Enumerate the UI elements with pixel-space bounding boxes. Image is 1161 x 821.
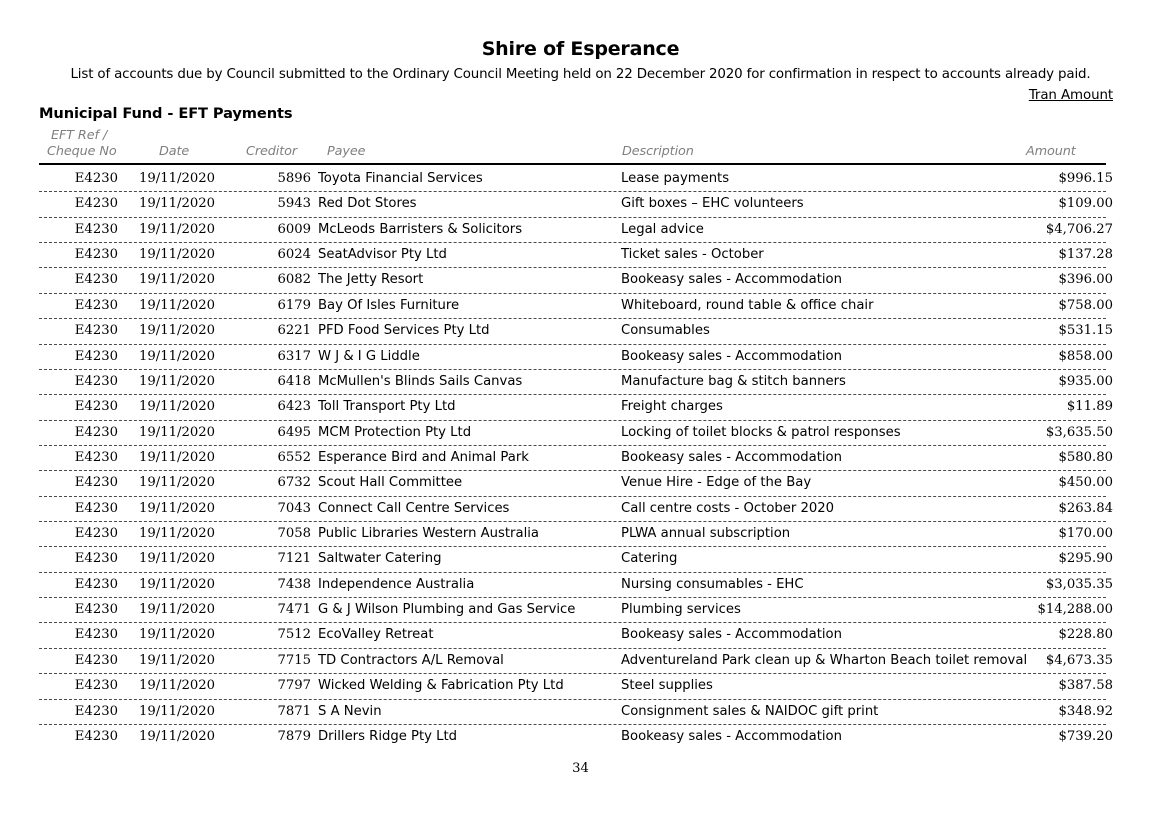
cell-date: 19/11/2020 — [139, 526, 216, 542]
cell-creditor: 7121 — [277, 551, 311, 567]
cell-description: Lease payments — [621, 171, 730, 186]
cell-payee: Red Dot Stores — [318, 196, 417, 212]
cell-payee: Drillers Ridge Pty Ltd — [318, 728, 458, 744]
column-header-description: Description — [622, 144, 694, 159]
cell-amount: $228.80 — [1058, 627, 1113, 643]
cell-payee: Connect Call Centre Services — [318, 500, 510, 516]
cell-eft-ref: E4230 — [74, 627, 118, 643]
cell-payee: Public Libraries Western Australia — [318, 526, 539, 542]
cell-description: Bookeasy sales - Accommodation — [621, 449, 842, 465]
cell-creditor: 7512 — [277, 627, 311, 643]
table-row — [0, 573, 1161, 598]
cell-eft-ref: E4230 — [74, 171, 118, 186]
cell-payee: MCM Protection Pty Ltd — [318, 424, 472, 440]
cell-date: 19/11/2020 — [139, 576, 216, 592]
cell-creditor: 6009 — [277, 221, 311, 237]
cell-date: 19/11/2020 — [139, 500, 216, 516]
table-row — [0, 192, 1161, 217]
cell-description: Manufacture bag & stitch banners — [621, 373, 846, 389]
cell-date: 19/11/2020 — [139, 551, 216, 567]
table-row — [0, 598, 1161, 623]
cell-date: 19/11/2020 — [139, 602, 216, 618]
cell-date: 19/11/2020 — [139, 221, 216, 237]
table-row — [0, 547, 1161, 572]
cell-date: 19/11/2020 — [139, 424, 216, 440]
cell-amount: $4,706.27 — [1045, 221, 1113, 237]
cell-date: 19/11/2020 — [139, 627, 216, 643]
cell-amount: $4,673.35 — [1045, 652, 1113, 668]
section-title: Municipal Fund - EFT Payments — [39, 105, 293, 122]
cell-description: Consignment sales & NAIDOC gift print — [621, 703, 879, 719]
table-row — [0, 218, 1161, 243]
cell-eft-ref: E4230 — [74, 652, 118, 668]
table-row — [0, 294, 1161, 319]
cell-eft-ref: E4230 — [74, 221, 118, 237]
column-header-payee: Payee — [327, 144, 366, 159]
header-divider — [39, 163, 1106, 165]
cell-date: 19/11/2020 — [139, 348, 216, 364]
cell-amount: $396.00 — [1058, 272, 1113, 288]
cell-payee: EcoValley Retreat — [318, 627, 434, 643]
cell-amount: $531.15 — [1058, 323, 1113, 339]
cell-description: Steel supplies — [621, 678, 713, 694]
cell-amount: $3,035.35 — [1045, 576, 1113, 592]
cell-payee: McMullen's Blinds Sails Canvas — [318, 373, 523, 389]
cell-eft-ref: E4230 — [74, 424, 118, 440]
cell-description: Freight charges — [621, 399, 723, 415]
cell-eft-ref: E4230 — [74, 272, 118, 288]
cell-payee: SeatAdvisor Pty Ltd — [318, 247, 447, 263]
cell-description: PLWA annual subscription — [621, 526, 791, 542]
cell-creditor: 6024 — [277, 247, 311, 263]
cell-amount: $739.20 — [1058, 728, 1113, 744]
cell-description: Whiteboard, round table & office chair — [621, 297, 874, 313]
table-row — [0, 167, 1161, 192]
cell-creditor: 6221 — [277, 323, 311, 339]
column-header-amount: Amount — [1026, 144, 1076, 159]
table-row — [0, 725, 1161, 750]
cell-creditor: 5943 — [277, 196, 311, 212]
table-row — [0, 446, 1161, 471]
payments-table — [0, 167, 1161, 750]
cell-creditor: 5896 — [277, 171, 311, 186]
cell-payee: W J & I G Liddle — [318, 348, 420, 364]
cell-amount: $450.00 — [1058, 475, 1113, 491]
cell-payee: Wicked Welding & Fabrication Pty Ltd — [318, 678, 564, 694]
table-row — [0, 497, 1161, 522]
cell-payee: S A Nevin — [318, 703, 382, 719]
table-row — [0, 649, 1161, 674]
cell-payee: PFD Food Services Pty Ltd — [318, 323, 490, 339]
table-row — [0, 268, 1161, 293]
cell-amount: $170.00 — [1058, 526, 1113, 542]
cell-amount: $348.92 — [1058, 703, 1113, 719]
tran-amount-link[interactable]: Tran Amount — [1028, 88, 1113, 103]
cell-eft-ref: E4230 — [74, 526, 118, 542]
column-header-ref-line2: Cheque No — [47, 144, 117, 159]
cell-date: 19/11/2020 — [139, 449, 216, 465]
cell-eft-ref: E4230 — [74, 475, 118, 491]
cell-eft-ref: E4230 — [74, 500, 118, 516]
cell-creditor: 6082 — [277, 272, 311, 288]
page-subtitle: List of accounts due by Council submitted to the Ordinary Council Meeting held on 22 December 2020 for confirmation in respect to accounts already paid. — [70, 67, 1091, 82]
cell-amount: $137.28 — [1058, 247, 1113, 263]
cell-creditor: 7438 — [277, 576, 311, 592]
cell-date: 19/11/2020 — [139, 652, 216, 668]
cell-description: Plumbing services — [621, 602, 741, 618]
cell-payee: Bay Of Isles Furniture — [318, 297, 460, 313]
page-title: Shire of Esperance — [481, 38, 680, 60]
table-row — [0, 471, 1161, 496]
cell-description: Venue Hire - Edge of the Bay — [621, 475, 812, 491]
cell-creditor: 6418 — [277, 373, 311, 389]
table-row — [0, 370, 1161, 395]
cell-eft-ref: E4230 — [74, 576, 118, 592]
cell-eft-ref: E4230 — [74, 449, 118, 465]
cell-amount: $3,635.50 — [1045, 424, 1113, 440]
cell-date: 19/11/2020 — [139, 323, 216, 339]
cell-amount: $295.90 — [1058, 551, 1113, 567]
cell-eft-ref: E4230 — [74, 373, 118, 389]
cell-creditor: 7871 — [277, 703, 311, 719]
cell-date: 19/11/2020 — [139, 247, 216, 263]
table-row — [0, 395, 1161, 420]
cell-creditor: 6423 — [277, 399, 311, 415]
cell-date: 19/11/2020 — [139, 272, 216, 288]
cell-creditor: 6552 — [277, 449, 311, 465]
cell-payee: McLeods Barristers & Solicitors — [318, 221, 523, 237]
cell-eft-ref: E4230 — [74, 728, 118, 744]
cell-description: Consumables — [621, 323, 710, 339]
table-row — [0, 700, 1161, 725]
page-number: 34 — [572, 761, 589, 776]
cell-payee: Saltwater Catering — [318, 551, 442, 567]
column-header-date: Date — [159, 144, 190, 159]
cell-payee: G & J Wilson Plumbing and Gas Service — [318, 602, 576, 618]
cell-description: Gift boxes – EHC volunteers — [621, 196, 804, 212]
cell-amount: $387.58 — [1058, 678, 1113, 694]
cell-creditor: 7797 — [277, 678, 311, 694]
cell-date: 19/11/2020 — [139, 196, 216, 212]
cell-creditor: 7043 — [277, 500, 311, 516]
cell-date: 19/11/2020 — [139, 171, 216, 186]
cell-creditor: 7715 — [277, 652, 311, 668]
table-row — [0, 345, 1161, 370]
cell-description: Bookeasy sales - Accommodation — [621, 627, 842, 643]
cell-eft-ref: E4230 — [74, 602, 118, 618]
table-row — [0, 674, 1161, 699]
cell-amount: $580.80 — [1058, 449, 1113, 465]
cell-creditor: 7058 — [277, 526, 311, 542]
cell-payee: Toyota Financial Services — [318, 171, 483, 186]
cell-date: 19/11/2020 — [139, 703, 216, 719]
cell-description: Catering — [621, 551, 678, 567]
cell-amount: $758.00 — [1058, 297, 1113, 313]
cell-creditor: 6317 — [277, 348, 311, 364]
cell-description: Locking of toilet blocks & patrol responses — [621, 424, 901, 440]
cell-payee: Esperance Bird and Animal Park — [318, 449, 529, 465]
cell-date: 19/11/2020 — [139, 373, 216, 389]
table-row — [0, 421, 1161, 446]
cell-eft-ref: E4230 — [74, 348, 118, 364]
cell-description: Nursing consumables - EHC — [621, 576, 804, 592]
cell-creditor: 6732 — [277, 475, 311, 491]
cell-eft-ref: E4230 — [74, 297, 118, 313]
cell-payee: Scout Hall Committee — [318, 475, 463, 491]
cell-amount: $935.00 — [1058, 373, 1113, 389]
cell-eft-ref: E4230 — [74, 551, 118, 567]
cell-eft-ref: E4230 — [74, 196, 118, 212]
cell-date: 19/11/2020 — [139, 297, 216, 313]
cell-payee: TD Contractors A/L Removal — [318, 652, 504, 668]
cell-amount: $109.00 — [1058, 196, 1113, 212]
cell-description: Ticket sales - October — [621, 247, 764, 263]
cell-description: Bookeasy sales - Accommodation — [621, 272, 842, 288]
cell-amount: $996.15 — [1058, 171, 1113, 186]
table-row — [0, 243, 1161, 268]
cell-amount: $263.84 — [1058, 500, 1113, 516]
cell-amount: $858.00 — [1058, 348, 1113, 364]
cell-date: 19/11/2020 — [139, 399, 216, 415]
cell-creditor: 6179 — [277, 297, 311, 313]
cell-creditor: 6495 — [277, 424, 311, 440]
cell-date: 19/11/2020 — [139, 728, 216, 744]
cell-eft-ref: E4230 — [74, 323, 118, 339]
cell-payee: Independence Australia — [318, 576, 475, 592]
cell-description: Adventureland Park clean up & Wharton Beach toilet removal — [621, 652, 1028, 668]
table-row — [0, 522, 1161, 547]
cell-amount: $11.89 — [1066, 399, 1113, 415]
cell-date: 19/11/2020 — [139, 475, 216, 491]
cell-eft-ref: E4230 — [74, 678, 118, 694]
cell-eft-ref: E4230 — [74, 399, 118, 415]
cell-payee: Toll Transport Pty Ltd — [318, 399, 456, 415]
cell-creditor: 7879 — [277, 728, 311, 744]
cell-payee: The Jetty Resort — [318, 272, 424, 288]
cell-description: Call centre costs - October 2020 — [621, 500, 835, 516]
cell-date: 19/11/2020 — [139, 678, 216, 694]
cell-description: Bookeasy sales - Accommodation — [621, 348, 842, 364]
cell-creditor: 7471 — [277, 602, 311, 618]
table-row — [0, 319, 1161, 344]
cell-eft-ref: E4230 — [74, 247, 118, 263]
cell-description: Legal advice — [621, 221, 704, 237]
column-header-creditor: Creditor — [246, 144, 298, 159]
column-header-ref-line1: EFT Ref / — [51, 128, 108, 143]
cell-description: Bookeasy sales - Accommodation — [621, 728, 842, 744]
cell-amount: $14,288.00 — [1037, 602, 1113, 618]
table-row — [0, 623, 1161, 648]
cell-eft-ref: E4230 — [74, 703, 118, 719]
